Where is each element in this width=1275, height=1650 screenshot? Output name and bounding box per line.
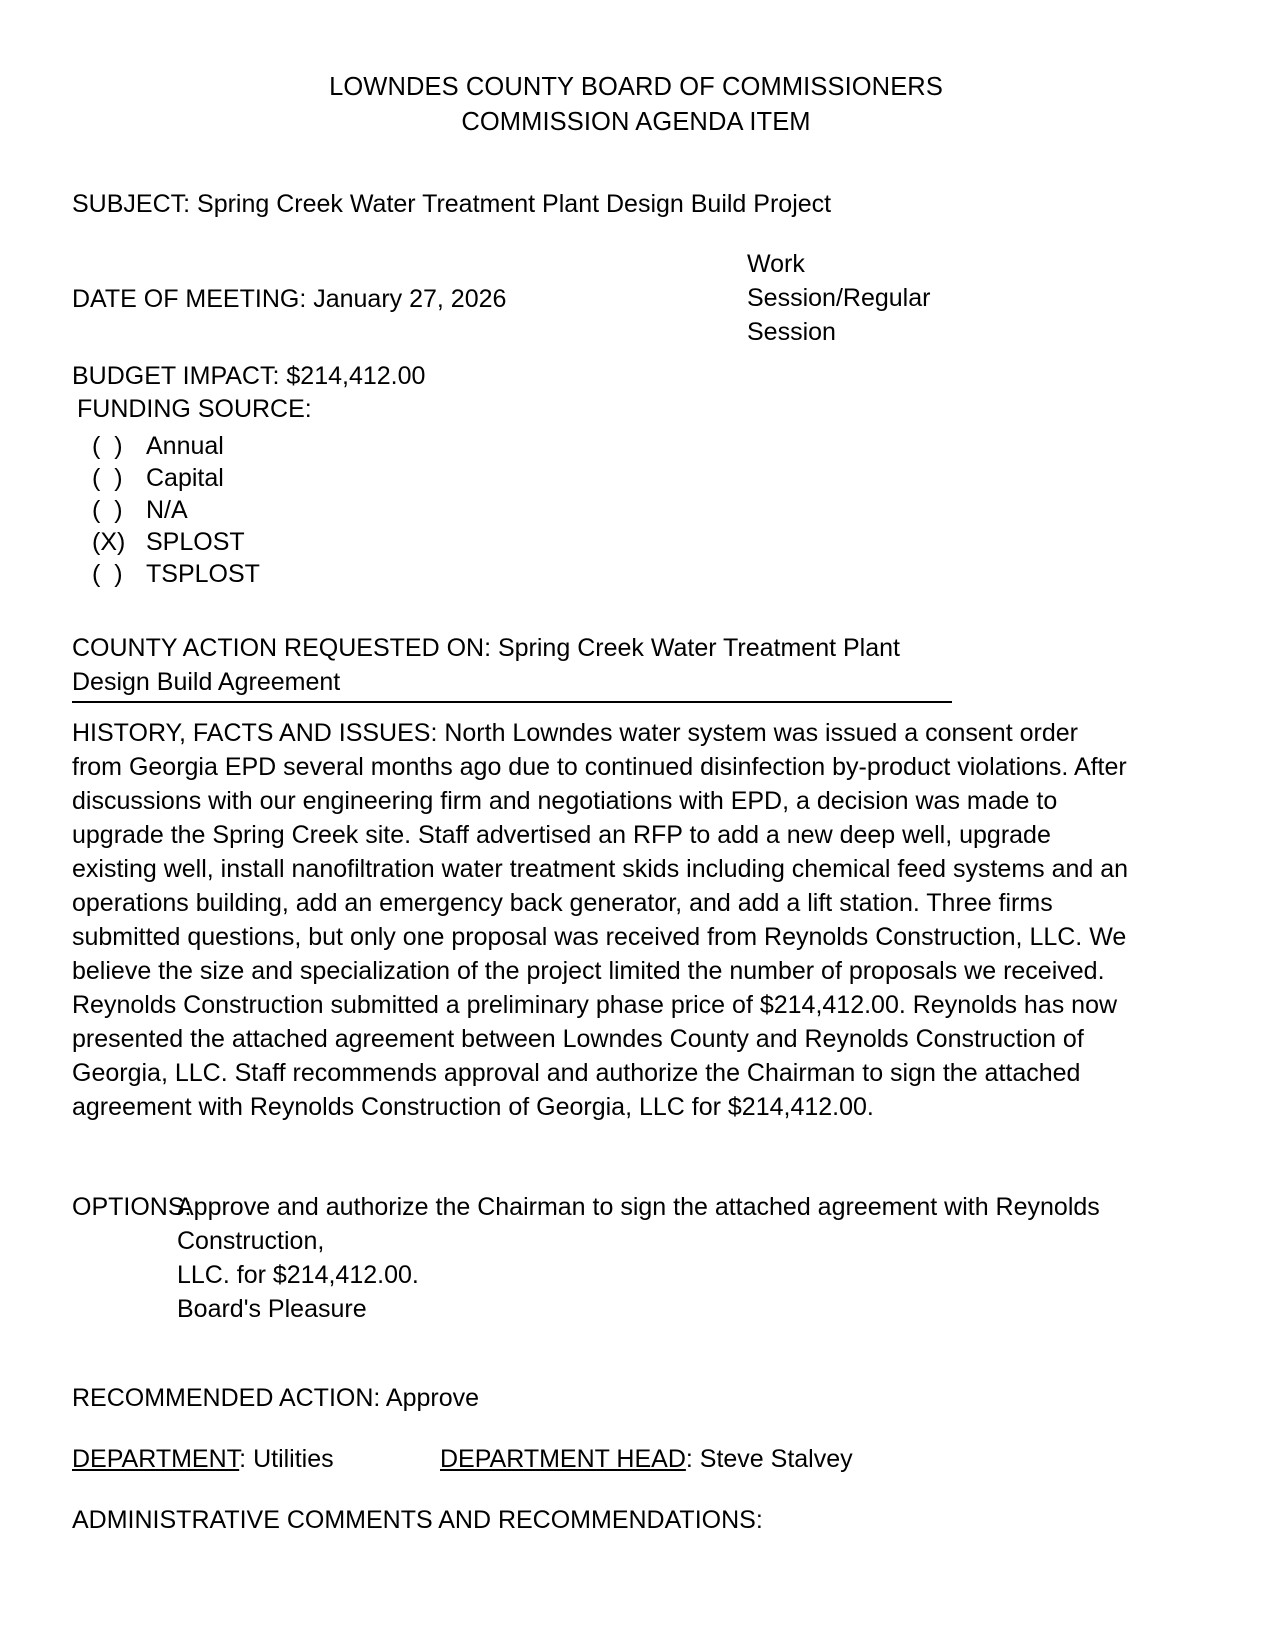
options-line-1-row	[72, 1190, 1132, 1258]
header-line-2: COMMISSION AGENDA ITEM	[461, 108, 811, 136]
administrative-comments-label: ADMINISTRATIVE COMMENTS AND RECOMMENDATIONS:	[72, 1506, 763, 1534]
document-header	[72, 70, 1200, 140]
department-row	[72, 1442, 1200, 1476]
options-label: OPTIONS:	[72, 1193, 192, 1221]
department-head-label: DEPARTMENT HEAD	[440, 1445, 686, 1473]
funding-checkbox-na[interactable]: ( )	[92, 496, 123, 524]
funding-option-annual[interactable]	[92, 430, 1200, 462]
funding-option-na[interactable]	[92, 494, 1200, 526]
funding-checkbox-annual[interactable]: ( )	[92, 432, 123, 460]
section-divider	[72, 701, 952, 703]
funding-option-tsplost[interactable]	[92, 558, 1200, 590]
funding-label-splost: SPLOST	[146, 528, 245, 556]
options-line-1: Approve and authorize the Chairman to sign the attached agreement with Reynolds Construction,	[177, 1193, 1100, 1255]
funding-label-capital: Capital	[146, 464, 224, 492]
header-line-1: LOWNDES COUNTY BOARD OF COMMISSIONERS	[329, 73, 943, 101]
funding-checkbox-capital[interactable]: ( )	[92, 464, 123, 492]
subject-line: SUBJECT: Spring Creek Water Treatment Plant Design Build Project	[72, 190, 832, 218]
funding-source-options	[72, 430, 1200, 590]
department-head-field	[440, 1442, 853, 1476]
department-head-separator: :	[685, 1445, 700, 1473]
department-value: Utilities	[253, 1445, 334, 1473]
county-action-requested: COUNTY ACTION REQUESTED ON: Spring Creek Water Treatment Plant Design Build Agreement	[72, 634, 900, 696]
funding-source-label: FUNDING SOURCE:	[77, 395, 312, 423]
date-of-meeting-line: DATE OF MEETING: January 27, 2026	[72, 285, 507, 313]
recommended-action-line: RECOMMENDED ACTION: Approve	[72, 1384, 480, 1412]
options-block	[72, 1190, 1132, 1326]
funding-label-na: N/A	[146, 496, 188, 524]
funding-label-tsplost: TSPLOST	[146, 560, 260, 588]
session-type-block	[747, 247, 977, 349]
department-field	[72, 1442, 334, 1476]
options-line-3: Board's Pleasure	[177, 1295, 367, 1323]
funding-checkbox-tsplost[interactable]: ( )	[92, 560, 123, 588]
funding-label-annual: Annual	[146, 432, 224, 460]
funding-option-capital[interactable]	[92, 462, 1200, 494]
department-head-value: Steve Stalvey	[699, 1445, 853, 1473]
funding-option-splost[interactable]	[92, 526, 1200, 558]
meeting-block	[72, 247, 1200, 346]
session-line-1: Work	[747, 250, 805, 278]
session-line-3: Session	[747, 318, 836, 346]
budget-impact-line: BUDGET IMPACT: $214,412.00	[72, 362, 426, 390]
options-line-2: LLC. for $214,412.00.	[177, 1261, 419, 1289]
department-separator: :	[239, 1445, 254, 1473]
session-line-2: Session/Regular	[747, 284, 931, 312]
history-facts-issues: HISTORY, FACTS AND ISSUES: North Lowndes water system was issued a consent order from Georgia EPD several months ago due to continued disinfection by-product violations. After discussions with our engineering firm and negotiations with EPD, a decision was made to upgrade the Spring Creek site. Staff advertised an RFP to add a new deep well, upgrade existing well, install nanofiltration water treatment skids including chemical feed systems and an operations building, add an emergency back generator, and add a lift station. Three firms submitted questions, but only one proposal was received from Reynolds Construction, LLC. We believe the size and specialization of the project limited the number of proposals we received. Reynolds Construction submitted a preliminary phase price of $214,412.00. Reynolds has now presented the attached agreement between Lowndes County and Reynolds Construction of Georgia, LLC. Staff recommends approval and authorize the Chairman to sign the attached agreement with Reynolds Construction of Georgia, LLC for $214,412.00.	[72, 719, 1129, 1121]
funding-checkbox-splost[interactable]: (X)	[92, 528, 126, 556]
department-label: DEPARTMENT	[72, 1445, 240, 1473]
